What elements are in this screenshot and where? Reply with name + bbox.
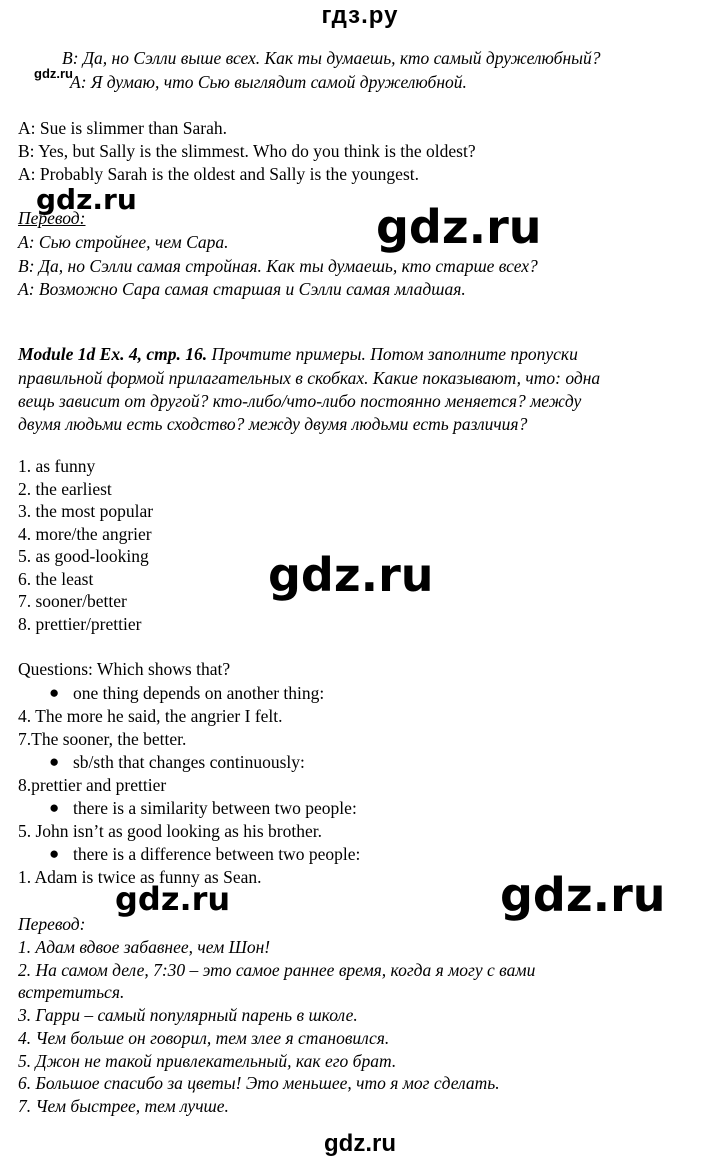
module-instruction-line-2: правильной формой прилагательных в скобках. Какие показывают, что: одна [18,368,601,388]
answer-7: 7. sooner/better [18,591,127,611]
answer-8: 8. prettier/prettier [18,614,142,634]
bullet-text-2: sb/sth that changes continuously: [73,752,305,772]
module-instruction-line-1 [18,343,578,365]
watermark-corner: gdz.ru [34,66,73,81]
bullet-item-2 [49,751,305,773]
bullet-text-4: there is a difference between two people: [73,844,361,864]
bullet-icon: ● [49,752,60,771]
translation-2-line-3: встретиться. [18,982,125,1002]
bullet-icon: ● [49,683,60,702]
module-instruction-line-4: двумя людьми есть сходство? между двумя людьми есть различия? [18,414,528,434]
watermark-big-2: gdz.ru [268,548,434,602]
translation-2-line-1: 1. Адам вдвое забавнее, чем Шон! [18,937,271,957]
module-instruction-text-1: Прочтите примеры. Потом заполните пропуски [207,344,578,364]
translation-1-line-1: А: Сью стройнее, чем Сара. [18,232,229,252]
answer-1: 1. as funny [18,456,96,476]
dialogue-line-a2: A: Probably Sarah is the oldest and Sally is the youngest. [18,164,419,184]
bullet-item-3 [49,797,357,819]
translation-1-line-3: А: Возможно Сара самая старшая и Сэлли самая младшая. [18,279,466,299]
module-reference: Module 1d Ex. 4, стр. 16. [18,344,208,364]
translation-2-line-5: 4. Чем больше он говорил, тем злее я становился. [18,1028,390,1048]
answer-5: 5. as good-looking [18,546,149,566]
translation-2-line-7: 6. Большое спасибо за цветы! Это меньшее, что я мог сделать. [18,1073,500,1093]
bullet-icon: ● [49,798,60,817]
question-8: 8.prettier and prettier [18,775,167,795]
dialogue-line-b: B: Yes, but Sally is the slimmest. Who do you think is the oldest? [18,141,476,161]
site-title: гдз.ру [321,2,399,29]
answer-6: 6. the least [18,569,94,589]
questions-heading: Questions: Which shows that? [18,659,231,679]
translation-2-line-4: 3. Гарри – самый популярный парень в школе. [18,1005,358,1025]
question-5: 5. John isn’t as good looking as his brother. [18,821,322,841]
dialogue-line-a1: A: Sue is slimmer than Sarah. [18,118,228,138]
answer-4: 4. more/the angrier [18,524,152,544]
answer-2: 2. the earliest [18,479,112,499]
translation-2-line-6: 5. Джон не такой привлекательный, как его брат. [18,1051,397,1071]
translation-2-heading: Перевод: [18,914,86,934]
watermark-small-2: gdz.ru [115,880,231,918]
question-4: 4. The more he said, the angrier I felt. [18,706,283,726]
watermark-big-1: gdz.ru [376,200,542,254]
bullet-text-1: one thing depends on another thing: [73,683,325,703]
question-7: 7.The sooner, the better. [18,729,187,749]
bullet-item-4 [49,843,361,865]
bullet-item-1 [49,682,325,704]
bullet-icon: ● [49,844,60,863]
answer-3: 3. the most popular [18,501,154,521]
footer-watermark: gdz.ru [324,1130,396,1157]
module-instruction-line-3: вещь зависит от другой? кто-либо/что-либо постоянно меняется? между [18,391,582,411]
bullet-text-3: there is a similarity between two people: [73,798,357,818]
translation-2-line-2: 2. На самом деле, 7:30 – это самое раннее время, когда я могу с вами [18,960,536,980]
top-translation-line-a: A: Я думаю, что Сью выглядит самой дружелюбной. [70,72,467,92]
watermark-small-1: gdz.ru [36,183,137,216]
top-translation-line-b: B: Да, но Сэлли выше всех. Как ты думаешь, кто самый дружелюбный? [62,48,601,68]
question-1: 1. Adam is twice as funny as Sean. [18,867,262,887]
translation-2-line-8: 7. Чем быстрее, тем лучше. [18,1096,229,1116]
watermark-big-3: gdz.ru [500,868,666,922]
translation-1-heading: Перевод: [18,208,86,228]
translation-1-line-2: В: Да, но Сэлли самая стройная. Как ты думаешь, кто старше всех? [18,256,538,276]
